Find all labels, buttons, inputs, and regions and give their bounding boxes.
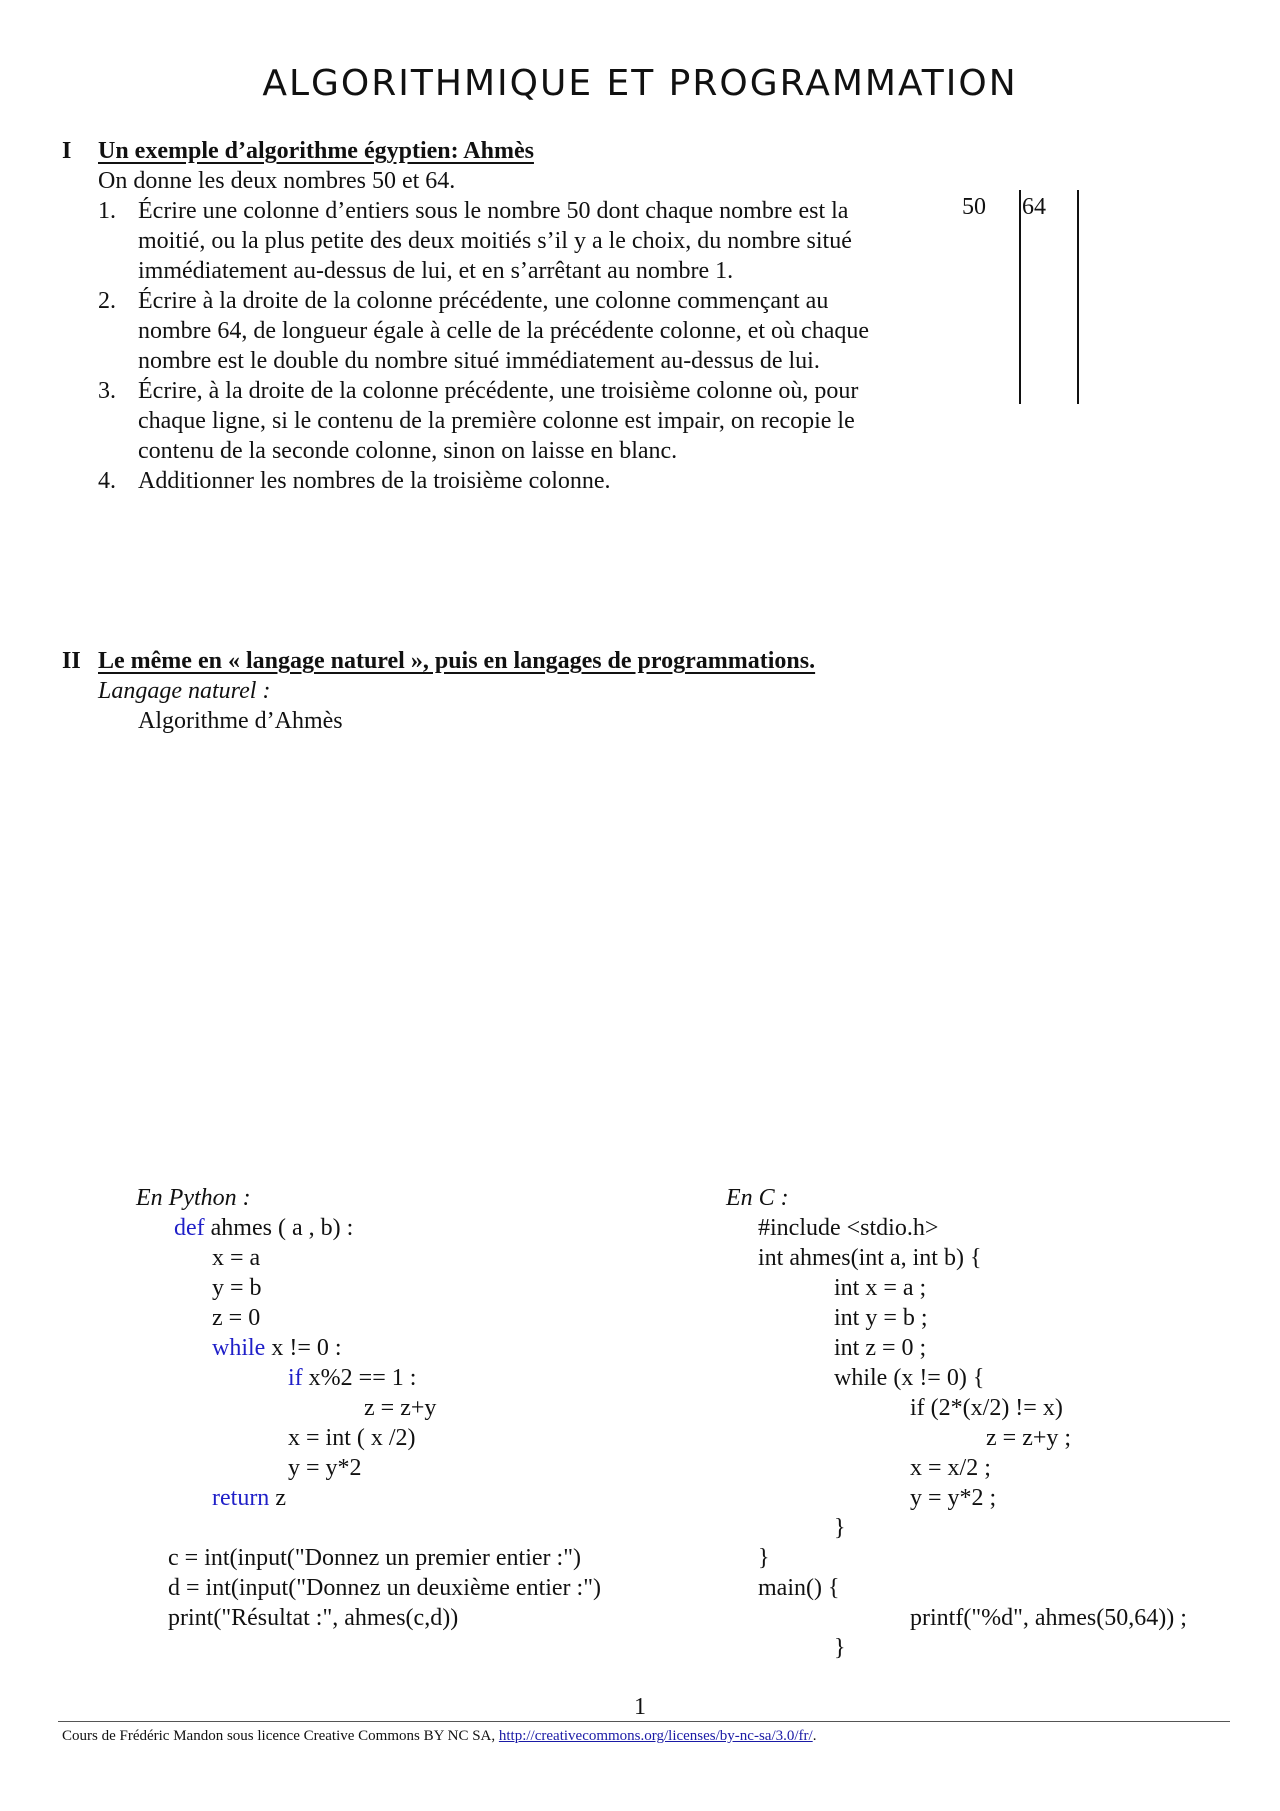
python-keyword: return (212, 1485, 270, 1511)
section1-intro: On donne les deux nombres 50 et 64. (98, 168, 456, 194)
python-text: z (269, 1485, 286, 1511)
table-divider-1 (1019, 190, 1021, 404)
list-item-text: Écrire une colonne d’entiers sous le nombre 50 dont chaque nombre est la moitié, ou la plus petite des deux moitiés s’il y a le choix, du nombre situé immédiatement au-dessus de lui, et en s’arrêtant au nombre 1. (138, 198, 852, 284)
list-item-number: 1. (98, 198, 116, 224)
footer-end: . (812, 1728, 817, 1744)
list-item-text: Écrire, à la droite de la colonne précédente, une troisième colonne où, pour chaque ligne, si le contenu de la première colonne est impair, on recopie le contenu de la seconde colonne, sinon on laisse en blanc. (138, 378, 859, 464)
python-line: c = int(input("Donnez un premier entier :") (168, 1545, 581, 1571)
c-line: z = z+y ; (986, 1425, 1072, 1451)
python-line: z = z+y (364, 1395, 437, 1421)
table-divider-2 (1077, 190, 1079, 404)
list-item-text: Écrire à la droite de la colonne précédente, une colonne commençant au nombre 64, de longueur égale à celle de la précédente colonne, et où chaque nombre est le double du nombre situé immédiatement au-dessus de lui. (138, 288, 869, 374)
python-keyword: while (212, 1335, 266, 1361)
python-line (212, 1483, 286, 1513)
python-line (174, 1213, 353, 1243)
natural-algorithm-title: Algorithme d’Ahmès (138, 708, 343, 734)
python-line: x = a (212, 1245, 261, 1271)
c-line: printf("%d", ahmes(50,64)) ; (910, 1605, 1187, 1631)
section1-heading: Un exemple d’algorithme égyptien: Ahmès (98, 138, 534, 164)
c-line: main() { (758, 1575, 840, 1601)
python-text: x%2 == 1 : (302, 1365, 417, 1391)
python-line: y = y*2 (288, 1455, 362, 1481)
list-item-number: 3. (98, 378, 116, 404)
c-line: #include <stdio.h> (758, 1215, 939, 1241)
c-line: } (834, 1635, 846, 1661)
python-line (212, 1333, 342, 1363)
python-text: ahmes ( a , b) : (204, 1215, 354, 1241)
list-item-number: 4. (98, 468, 116, 494)
section2-heading: Le même en « langage naturel », puis en langages de programmations. (98, 648, 816, 674)
c-line: while (x != 0) { (834, 1365, 985, 1391)
c-line: if (2*(x/2) != x) (910, 1395, 1063, 1421)
c-line: } (834, 1515, 846, 1541)
python-keyword: def (174, 1215, 205, 1241)
table-col1-header: 50 (962, 194, 986, 220)
instruction-list (98, 196, 898, 496)
list-item-number: 2. (98, 288, 116, 314)
python-line: z = 0 (212, 1305, 261, 1331)
c-line: int z = 0 ; (834, 1335, 927, 1361)
python-line: x = int ( x /2) (288, 1425, 416, 1451)
section2-number: II (62, 648, 81, 674)
c-line: int x = a ; (834, 1275, 927, 1301)
python-line: y = b (212, 1275, 262, 1301)
natural-language-label: Langage naturel : (98, 678, 271, 704)
c-line: } (758, 1545, 770, 1571)
footer-divider (58, 1721, 1230, 1722)
footer-text: Cours de Frédéric Mandon sous licence Creative Commons BY NC SA, (62, 1728, 499, 1744)
c-line: y = y*2 ; (910, 1485, 997, 1511)
section1-number: I (62, 138, 72, 164)
c-label: En C : (726, 1185, 789, 1211)
list-item (98, 376, 898, 466)
python-line: d = int(input("Donnez un deuxième entier :") (168, 1575, 602, 1601)
list-item (98, 466, 898, 496)
python-line: print("Résultat :", ahmes(c,d)) (168, 1605, 459, 1631)
list-item-text: Additionner les nombres de la troisième colonne. (138, 468, 611, 494)
python-text: x != 0 : (265, 1335, 342, 1361)
c-line: x = x/2 ; (910, 1455, 991, 1481)
list-item (98, 286, 898, 376)
footer (62, 1726, 816, 1746)
python-keyword: if (288, 1365, 303, 1391)
page-title: ALGORITHMIQUE ET PROGRAMMATION (262, 63, 1018, 104)
list-item (98, 196, 898, 286)
python-line (288, 1363, 416, 1393)
page-number: 1 (634, 1694, 646, 1720)
python-label: En Python : (136, 1185, 251, 1211)
c-line: int ahmes(int a, int b) { (758, 1245, 982, 1271)
table-col2-header: 64 (1022, 194, 1046, 220)
c-line: int y = b ; (834, 1305, 928, 1331)
license-link[interactable]: http://creativecommons.org/licenses/by-nc-sa/3.0/fr/ (498, 1728, 813, 1744)
